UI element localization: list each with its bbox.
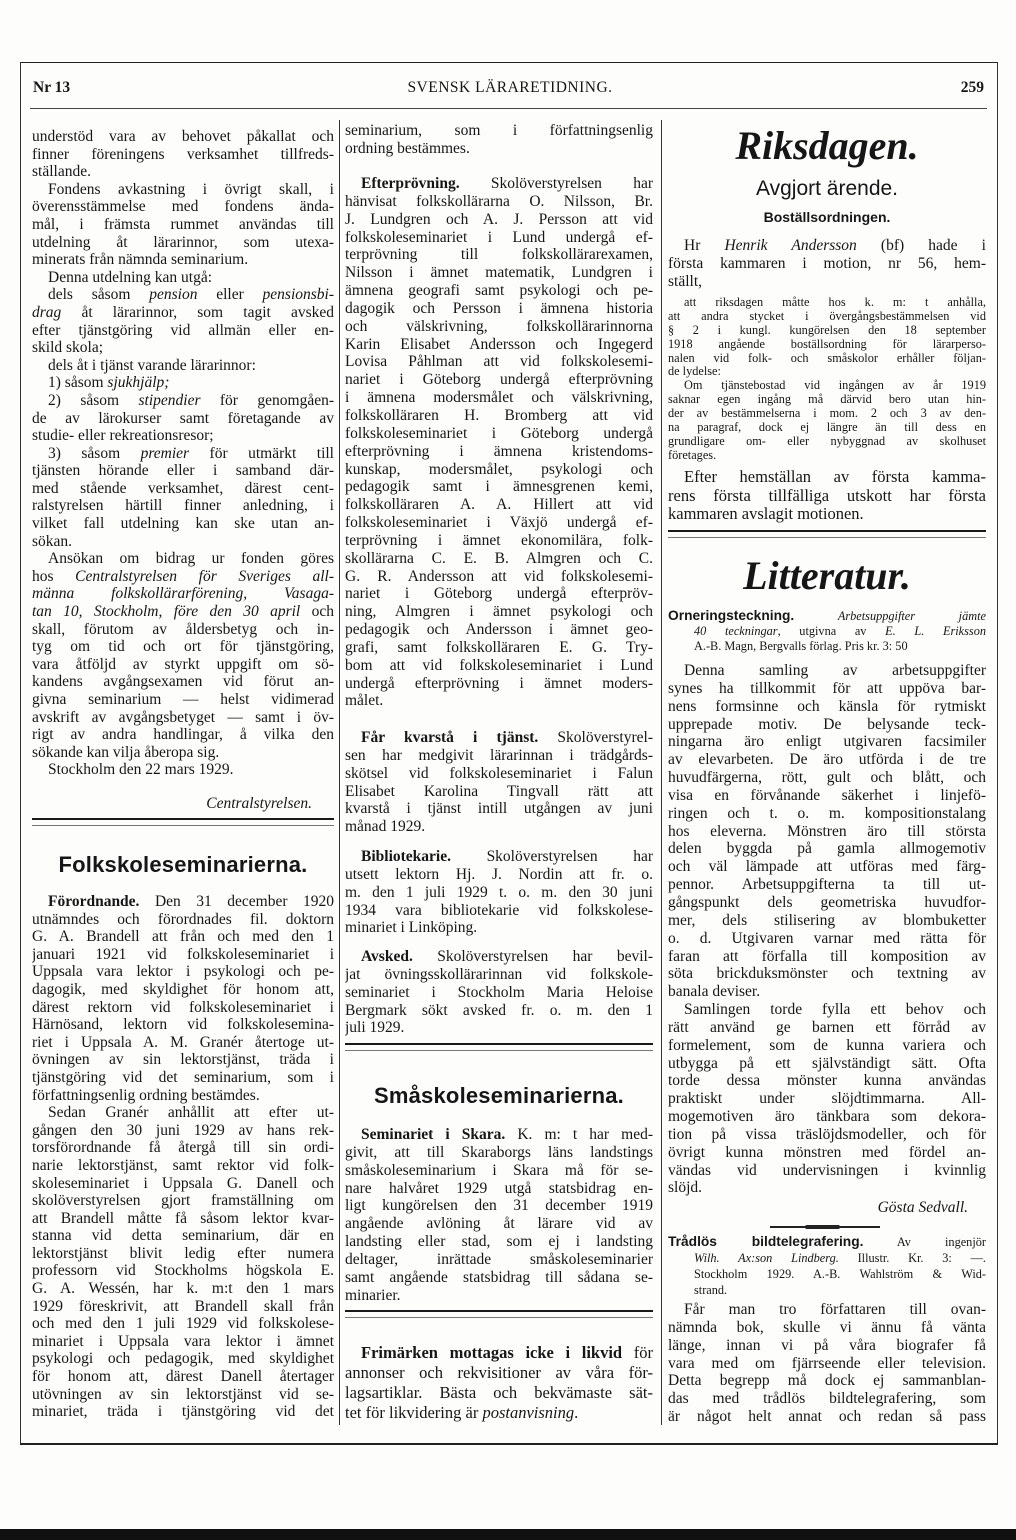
text-line: banala deviser. — [668, 983, 761, 1001]
text-line: första kammaren i motion, nr 56, hem- — [668, 254, 986, 272]
book-review-orneringsteckning — [668, 662, 986, 1197]
ornament-divider-center — [805, 1225, 840, 1229]
text-run: hos — [32, 567, 76, 585]
bold-lead-run: Förordnande. — [48, 893, 140, 910]
text-line: Karin Elisabet Andersson och Ingegerd — [345, 335, 653, 353]
text-line: och välskrivning, folkskollärarinnorna — [345, 317, 653, 335]
text-line: Härnösand, lektorn vid folkskolesemina- — [32, 1016, 334, 1034]
motion-outcome-text — [668, 468, 986, 524]
text-line: rätt använd ge barnen ett förråd av — [668, 1018, 986, 1036]
text-line: rigt av andra handlingar, å vilka den — [32, 726, 334, 744]
text-line: skolöverstyrelsen gjort framställning om — [32, 1192, 334, 1210]
text-run: . — [574, 1403, 579, 1422]
text-line: landsting eller stad, som ej i landsting — [345, 1233, 653, 1251]
bold-lead-run: Får kvarstå i tjänst. — [361, 729, 539, 746]
book-review-tradlos — [668, 1301, 986, 1426]
text-line: ralstyrelsen härtill finner anledning, i — [32, 497, 334, 515]
italic-run: E. L. Eriksson — [885, 623, 986, 638]
text-line: na paragraf, dock ej längre än till dess en — [668, 421, 986, 435]
text-line: formelement, som de kunna variera och — [668, 1036, 986, 1054]
text-line: grundligare om- eller nybyggnad av skolhuset — [668, 434, 986, 448]
text-line: vändas vid undervisningen i kvinnlig — [668, 1161, 986, 1179]
text-line: sökan. — [32, 532, 73, 550]
text-line: upprepade motiv. De belysande teck- — [668, 715, 986, 733]
text-line: minarier. — [345, 1286, 401, 1304]
text-line: därest rektorn vid folkskoleseminariet i — [32, 998, 334, 1016]
text-line: efter tjänstgöring vid allmän eller en- — [32, 321, 334, 339]
text-line: folkskoleseminariet i Lund undergå ef- — [345, 228, 653, 246]
text-line — [32, 304, 334, 322]
text-run: eller — [197, 286, 263, 304]
italic-run: Arbetsuppgifter jämte — [837, 609, 986, 623]
text-line: givit, att till Skaraborgs läns landstings — [345, 1143, 653, 1161]
italic-run: tan 10, Stockholm, före den 30 april — [32, 603, 301, 621]
text-line: § 2 i kungl. kungörelsen den 18 september — [668, 323, 986, 337]
text-run: (bf) hade i — [856, 237, 986, 254]
text-line: Ansökan om bidrag ur fonden göres — [48, 550, 334, 568]
text-line: delen byggda på gamla allmogemotiv — [668, 840, 986, 858]
text-line: ordning bestämmes. — [345, 139, 470, 157]
text-line: Stockholm 1929. A.-B. Wahlström & Wid- — [694, 1267, 986, 1281]
text-line: tion på vissa träslöjdsmodeller, och för — [668, 1125, 986, 1143]
text-line — [668, 1234, 986, 1250]
text-run: dels såsom — [48, 286, 150, 304]
section-rule — [32, 818, 334, 826]
section-rule — [345, 1043, 653, 1051]
text-line — [345, 1403, 653, 1423]
text-line: seminarium, som i författningsenlig — [345, 122, 653, 139]
text-line: tjänstgöring vid det seminarium, som i — [32, 1068, 334, 1086]
text-line: dagogik, med skyldighet för honom att, — [32, 980, 334, 998]
text-line: övningen av sin lektorstjänst, träda i — [32, 1051, 334, 1069]
text-line: vilket fall utdelning kan ske utan an- — [32, 515, 334, 533]
text-line: ställande. — [32, 163, 91, 181]
publication-title: SVENSK LÄRARETIDNING. — [407, 79, 613, 96]
text-line: dels åt i tjänst varande lärarinnor: — [48, 356, 256, 374]
text-run: Hr — [684, 237, 725, 254]
text-line: vara åtföljd av styrkt uppgift om sö- — [32, 655, 334, 673]
text-line: psykologi och pedagogik, med skyldighet — [32, 1350, 334, 1368]
text-line: tjänsten hörande eller i samband där- — [32, 462, 334, 480]
efterprovning-text — [345, 175, 653, 710]
text-line: torsförordnande få återgå till sin ordi- — [32, 1139, 334, 1157]
text-line: praktiskt under slöjdtimmarna. All- — [668, 1090, 986, 1108]
text-line: utövningen av sin lektorstjänst vid se- — [32, 1385, 334, 1403]
text-line: utdelning åt lärarinnor, som utexa- — [32, 233, 334, 251]
text-line: skollärarna C. E. B. Almgren och C. — [345, 549, 653, 567]
text-line: Stockholm den 22 mars 1929. — [48, 761, 234, 779]
text-line: dagogik och Persson i ämnena historia — [345, 299, 653, 317]
scan-bottom-bar — [0, 1529, 1016, 1540]
text-line: mogemotiven äro tänkbara som dekora- — [668, 1108, 986, 1126]
text-line: 1929 föreskrivit, att Brandell skall från — [32, 1297, 334, 1315]
text-line: Denna utdelning kan utgå: — [48, 268, 212, 286]
frimarken-notice — [345, 1343, 653, 1423]
text-line: ställt, — [668, 272, 703, 290]
page-top-rule — [20, 62, 998, 63]
text-line: ämnena geografi samt psykologi och pe- — [345, 282, 653, 300]
text-line: professorn vid Stockholms högskola E. — [32, 1262, 334, 1280]
text-line: undergå efterprövning i ämnet moders- — [345, 674, 653, 692]
text-line — [32, 603, 334, 621]
book-citation-tradlos — [668, 1234, 986, 1298]
book-citation-orneringsteckning — [668, 608, 986, 655]
text-run: 2) såsom — [48, 391, 139, 409]
text-line: bom att vid folkskoleseminariet i Lund — [345, 656, 653, 674]
text-line: rens första tillfälliga utskott har första — [668, 486, 986, 505]
text-line: der av bestämmelserna i mom. 2 och 3 av den- — [668, 407, 986, 421]
text-run: 3) såsom — [48, 444, 141, 462]
text-line: månad 1929. — [345, 818, 426, 836]
bold-lead-run: Frimärken mottagas icke i likvid — [361, 1343, 623, 1362]
text-line: 1918 angående boställsordning för lärarperso- — [668, 337, 986, 351]
text-line: övrigt kunna mönstren med fördel an- — [668, 1143, 986, 1161]
text-line: G. A. Wessén, har k. m:t den 1 mars — [32, 1280, 334, 1298]
text-line: nariet i Göteborg undergå efterprövning — [345, 371, 653, 389]
text-line: pennor. Arbetsuppgifterna ta till ut- — [668, 876, 986, 894]
text-line: Denna samling av arbetsuppgifter — [684, 662, 986, 679]
text-line: för honom att, därest Danell återtager — [32, 1368, 334, 1386]
page-left-border — [20, 62, 21, 1444]
text-line — [345, 1343, 653, 1363]
text-run: Skolöverstyrelsen har — [459, 175, 653, 192]
text-run: Illustr. Kr. 3: —. — [838, 1251, 986, 1265]
italic-run: pensionsbi- — [262, 286, 334, 304]
text-line — [345, 848, 653, 866]
italic-run: männa folkskollärarförening, Vasaga- — [32, 585, 334, 603]
text-line: att Brandell måtte få såsom lektor kvar- — [32, 1209, 334, 1227]
text-line — [32, 585, 334, 603]
text-line: nariet i Göteborg undergå efterpröv- — [345, 585, 653, 603]
text-line: minariet i Uppsala vara lektor i ämnet — [32, 1332, 334, 1350]
text-line: kandens avgångsexamen vid förut an- — [32, 673, 334, 691]
bold-lead-run: Trådlös bildtelegrafering. — [668, 1234, 864, 1249]
text-run: åt lärarinnor, som tagit avsked — [61, 303, 334, 321]
avsked-text — [345, 948, 653, 1037]
italic-run: Henrik Andersson — [724, 237, 857, 254]
section-heading-riksdagen: Riksdagen. — [735, 123, 919, 168]
bold-lead-run: Seminariet i Skara. — [361, 1126, 506, 1143]
text-line — [32, 893, 334, 911]
continued-text — [345, 122, 653, 157]
text-line — [32, 392, 334, 410]
text-line: länge, innan vi på våra biografer få — [668, 1336, 986, 1354]
text-line: nämnda bok, skulle vi ännu få vänta — [668, 1318, 986, 1336]
text-line: das med trådlös bildtelegrafering, som — [668, 1390, 986, 1408]
issue-number: Nr 13 — [33, 79, 71, 96]
text-line: folkskoleseminariet i Göteborg undergå — [345, 424, 653, 442]
text-line: Fondens avkastning i övrigt skall, i — [48, 180, 334, 198]
text-line: författningsenlig ordning bestämdes. — [32, 1086, 260, 1104]
italic-run: drag — [32, 303, 62, 321]
text-line: finner föreningens verksamhet tillfreds- — [32, 145, 334, 163]
text-line: ningarna äro enligt utgivaren facsimiler — [668, 733, 986, 751]
text-line: gången den 30 juni 1929 av hans rek- — [32, 1121, 334, 1139]
text-line: faran att förfalla till komposition av — [668, 947, 986, 965]
text-line: och med den 1 juli 1929 vid folkskolese- — [32, 1315, 334, 1333]
signature-gosta-sedvall: Gösta Sedvall. — [877, 1199, 968, 1216]
text-line: Elisabet Karolina Tingvall rätt att — [345, 782, 653, 800]
text-run: Den 31 december 1920 — [139, 893, 334, 910]
text-run — [794, 609, 838, 623]
text-line: Efter hemställan av första kamma- — [684, 468, 986, 486]
text-line — [32, 445, 334, 463]
section-heading-litteratur: Litteratur. — [743, 553, 911, 598]
text-line: hänvisat folkskollärarna O. Nilsson, Br. — [345, 192, 653, 210]
text-line: Bergmark sökt avsked fr. o. m. den 1 — [345, 1001, 653, 1019]
text-line: nare halvåret 1929 utgå statsbidrag en- — [345, 1179, 653, 1197]
text-line: småskoleseminarium i Skara må för se- — [345, 1161, 653, 1179]
text-line: slöjd. — [668, 1179, 703, 1197]
text-run: Skolöverstyrelsen har bevil- — [412, 948, 653, 965]
text-line: torde dessa mönster kunna användas — [668, 1072, 986, 1090]
bold-lead-run: Efterprövning. — [361, 175, 460, 192]
text-line: Lovisa Påhlman att vid folkskolesemi- — [345, 353, 653, 371]
motion-text — [668, 237, 986, 291]
text-line: vara med om fjärrseende eller television. — [668, 1354, 986, 1372]
text-line: o. d. Utgivaren varnar med rätta för — [668, 929, 986, 947]
text-line: terprövning i ämnet ekonomilära, folk- — [345, 531, 653, 549]
text-line: utsett lektorn Hj. J. Nordin att fr. o. — [345, 865, 653, 883]
text-line — [345, 175, 653, 193]
text-run: för — [622, 1343, 653, 1362]
text-line: seminariet i Stockholm Maria Heloise — [345, 983, 653, 1001]
text-line — [32, 374, 334, 392]
text-line: ligt kungörelsen den 31 december 1919 — [345, 1197, 653, 1215]
signature-centralstyrelsen: Centralstyrelsen. — [206, 795, 312, 812]
text-line: mer, dels stilisering av blombuketter — [668, 911, 986, 929]
text-line: J. Lundgren och A. J. Persson att vid — [345, 210, 653, 228]
section-heading-folkskoleseminarierna: Folkskoleseminarierna. — [58, 852, 308, 877]
text-line: ringen och t. o. m. kompositionstalang — [668, 804, 986, 822]
text-line: lektorstjänst blivit ledig efter numera — [32, 1244, 334, 1262]
text-line: A.-B. Magn, Bergvalls förlag. Pris kr. 3: 50 — [694, 639, 908, 653]
text-line: utbygga på ett självständigt sätt. Ofta — [668, 1054, 986, 1072]
text-line: folkskoleseminariet i Växjö undergå ef- — [345, 514, 653, 532]
bold-lead-run: Avsked. — [361, 948, 413, 965]
text-line: skoleseminariet i Uppsala G. Danell och — [32, 1174, 334, 1192]
text-line: utnämndes och förordnades fil. doktorn — [32, 910, 334, 928]
section-rule — [668, 530, 986, 538]
text-line: nalen vid folk- och småskolor erhåller följan- — [668, 351, 986, 365]
text-line: av elevarbeten. De äro utförda i de tre — [668, 751, 986, 769]
column-divider — [661, 120, 662, 1425]
subheading-bostallsordningen: Boställsordningen. — [763, 209, 891, 225]
text-line: ning, Almgren i ämnet psykologi och — [345, 603, 653, 621]
text-line: de av lärokurser samt företagande av — [32, 409, 334, 427]
text-run: och — [300, 603, 334, 621]
text-line: understöd vara av behovet påkallat och — [32, 128, 334, 145]
text-line: Detta begrepp må dock ej sammanblan- — [668, 1372, 986, 1390]
text-line — [668, 237, 986, 255]
motion-quote-text — [668, 296, 986, 463]
text-run: 1) såsom — [48, 374, 108, 392]
text-line: kammaren avslagit motionen. — [668, 505, 864, 523]
section-heading-smaskoleseminarierna: Småskoleseminarierna. — [373, 1083, 624, 1108]
text-line — [345, 729, 653, 747]
header-rule — [30, 108, 987, 109]
text-line: visa en förvånande säkerhet i linjefö- — [668, 786, 986, 804]
text-line: riet i Uppsala A. M. Granér återtoge ut- — [32, 1033, 334, 1051]
text-line: att riksdagen måtte hos k. m: t anhålla, — [684, 296, 986, 309]
text-line: sen har medgivit lärarinnan i trädgårds- — [345, 746, 653, 764]
bibliotekarie-text — [345, 848, 653, 937]
text-line — [668, 1250, 986, 1266]
text-line — [345, 948, 653, 966]
text-line: Får man tro författaren till ovan- — [684, 1301, 986, 1318]
text-line: skall, förutom av åldersbetyg och in- — [32, 620, 334, 638]
text-run: Skolöverstyrelsen har — [450, 848, 653, 865]
text-line: tyg om tid och ort för tjänstgöring, — [32, 638, 334, 656]
text-line: minariet i Linköping. — [345, 919, 478, 937]
text-run: , utgivna av — [777, 623, 886, 638]
text-line: minerats från nämnda seminarium. — [32, 251, 249, 269]
text-line: gångspunkt dels geometriska huvudfor- — [668, 893, 986, 911]
text-line: nens formsinne och känsla för rytmiskt — [668, 697, 986, 715]
page-right-border — [997, 62, 998, 1444]
text-line: pedagogik och Andersson i ämnet geo- — [345, 621, 653, 639]
text-line: de lydelse: — [668, 365, 721, 379]
text-line: strand. — [694, 1283, 728, 1297]
text-line: folkskolläraren A. A. Hillert att vid — [345, 496, 653, 514]
subheading-avgjort-arende: Avgjort ärende. — [755, 177, 899, 200]
text-line: och väl lämpade att utföras med färg- — [668, 858, 986, 876]
text-line: studie- eller rekreationsresor; — [32, 427, 214, 445]
italic-run: 40 teckningar — [694, 623, 778, 638]
text-line: sökande kan vilja åberopa sig. — [32, 743, 220, 761]
text-line: givna seminarium — helst vidimerad — [32, 691, 334, 708]
text-line — [668, 624, 986, 640]
text-line: januari 1921 vid folkskoleseminariet i — [32, 945, 334, 963]
text-line: Uppsala vara lektor i psykologi och pe- — [32, 963, 334, 981]
bold-lead-run: Bibliotekarie. — [361, 848, 451, 865]
text-line: pedagogik samt i ämnesgrenen kemi, — [345, 478, 653, 496]
text-run: Av ingenjör — [863, 1235, 986, 1249]
text-line: mål, i främsta rummet användas till — [32, 215, 334, 233]
text-line: saknar egen ingång må därvid bero utan hin- — [668, 393, 986, 407]
text-line: i ämnena modersmålet och välskrivning, — [345, 389, 653, 407]
italic-run: sjukhjälp; — [107, 374, 170, 392]
text-line: samt angående statsbidrag till sådana se- — [345, 1268, 653, 1286]
text-line: annonser och rekvisitioner av våra för- — [345, 1363, 653, 1382]
text-run: för genomgåen- — [200, 391, 334, 409]
text-line: juli 1929. — [345, 1019, 405, 1037]
page-bottom-rule — [20, 1443, 998, 1445]
text-run: tet för likvidering är — [345, 1403, 483, 1422]
text-line: deltager, inrättade småskoleseminarier — [345, 1250, 653, 1268]
text-run: för utmärkt till — [189, 444, 334, 462]
text-line: skötsel vid folkskoleseminariet i Falun — [345, 764, 653, 782]
text-line — [32, 286, 334, 304]
folkskoleseminarierna-text — [32, 893, 334, 1421]
text-line: folkskolläraren H. Bromberg att vid — [345, 406, 653, 424]
text-line: är något helt annat och redan så pass — [668, 1408, 986, 1426]
text-line: angående avlöning åt lärare vid av — [345, 1215, 653, 1233]
text-line: efterprövning i ämnena kristendoms- — [345, 442, 653, 460]
text-line: Sedan Granér anhållit att efter ut- — [48, 1104, 334, 1122]
text-line: att andra stycket i övergångsbestämmelsen vid — [668, 309, 986, 323]
text-line: Om tjänstebostad vid ingången av år 1919 — [684, 379, 986, 393]
text-line: m. den 1 juli 1929 t. o. m. den 30 juni — [345, 883, 653, 901]
text-line: Nilsson i ämnet matematik, Lundgren i — [345, 264, 653, 282]
italic-run: Centralstyrelsen för Sveriges all- — [75, 567, 334, 585]
section-rule — [345, 1310, 653, 1318]
text-line: skild skola; — [32, 339, 104, 357]
text-line: kunskap, modersmålet, psykologi och — [345, 460, 653, 478]
fund-announcement-text — [32, 128, 334, 779]
text-run: Skolöverstyrel- — [538, 729, 653, 746]
column-divider — [339, 120, 340, 1425]
italic-run: postanvisning — [482, 1403, 575, 1422]
text-line: lagsartiklar. Bästa och bekvämaste sät- — [345, 1383, 653, 1402]
text-line: företages. — [668, 448, 717, 462]
text-line: jat övningsskollärarinnan vid folkskole- — [345, 965, 653, 983]
text-line: minariet, träda i tjänstgöring vid det — [32, 1403, 334, 1421]
text-run: K. m: t har med- — [505, 1126, 653, 1143]
text-line: 1934 vara bibliotekarie vid folkskolese- — [345, 901, 653, 919]
text-line: synes ha tillkommit för att uppöva bar- — [668, 679, 986, 697]
text-line: avskrift av avgångsbetyget — samt i öv- — [32, 708, 334, 726]
italic-run: pension — [149, 286, 198, 304]
text-line: kvarstå i tjänst intill utgången av juni — [345, 800, 653, 818]
bold-lead-run: Orneringsteckning. — [668, 608, 795, 623]
italic-run: Wilh. Ax:son Lindberg. — [694, 1251, 839, 1265]
text-line: målet. — [345, 692, 384, 710]
text-line: överensstämmelse med fondens ända- — [32, 198, 334, 216]
text-line: Samlingen torde fylla ett behov och — [684, 1001, 986, 1019]
text-line — [345, 1126, 653, 1144]
text-line: med stående verksamhet, därest cent- — [32, 479, 334, 497]
text-line: hos eleverna. Mönstren äro till största — [668, 822, 986, 840]
text-line: terprövning till folkskollärarexamen, — [345, 246, 653, 264]
far-kvarsta-text — [345, 729, 653, 836]
text-line: grafi, samt folkskolläraren E. G. Try- — [345, 638, 653, 656]
italic-run: premier — [140, 444, 190, 462]
text-line: G. R. Andersson att vid folkskolesemi- — [345, 567, 653, 585]
text-line: G. A. Brandell att från och med den 1 — [32, 928, 334, 946]
text-line: stanna vid detta seminarium, där en — [32, 1227, 334, 1245]
text-line: huvudfärgerna, rött, gult och blått, och — [668, 769, 986, 787]
text-line — [32, 568, 334, 586]
page-number: 259 — [960, 79, 984, 96]
text-line: söta brickduksmönster och textning av — [668, 965, 986, 983]
text-line: narie lektorstjänst, samt rektor vid folk- — [32, 1156, 334, 1174]
seminariet-skara-text — [345, 1126, 653, 1304]
text-line — [668, 608, 986, 624]
italic-run: stipendier — [138, 391, 201, 409]
